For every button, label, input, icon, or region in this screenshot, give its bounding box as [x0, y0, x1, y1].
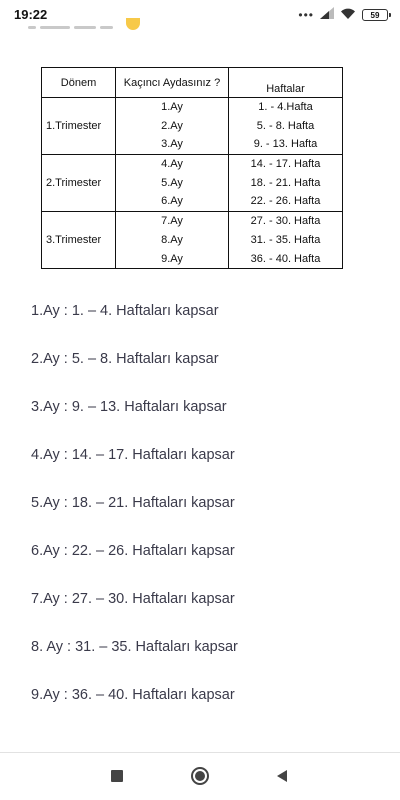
weeks-value: 18. - 21. Hafta: [250, 176, 321, 189]
home-icon: [190, 766, 210, 786]
month-value: 9.Ay: [161, 252, 183, 265]
navigation-bar: [0, 753, 400, 800]
table-row: [42, 155, 343, 212]
weeks-cell: [229, 98, 343, 155]
month-value: 4.Ay: [161, 158, 183, 171]
weeks-value: 14. - 17. Hafta: [250, 158, 321, 171]
wifi-icon: [340, 6, 356, 24]
list-item: 2.Ay : 5. – 8. Haftaları kapsar: [31, 351, 219, 367]
weeks-value: 1. - 4.Hafta: [258, 101, 313, 113]
status-icons: [298, 8, 388, 22]
weeks-value: 27. - 30. Hafta: [250, 215, 321, 228]
weeks-cell: [229, 212, 343, 269]
list-item: 9.Ay : 36. – 40. Haftaları kapsar: [31, 687, 235, 703]
months-cell: [116, 98, 229, 155]
header-month: Kaçıncı Aydasınız ?: [116, 68, 229, 98]
month-week-list: [31, 303, 238, 735]
month-value: 1.Ay: [161, 101, 183, 113]
month-value: 7.Ay: [161, 215, 183, 228]
term-cell: 3.Trimester: [42, 212, 116, 269]
month-value: 3.Ay: [161, 138, 183, 151]
back-icon: [275, 769, 289, 783]
months-cell: [116, 155, 229, 212]
month-value: 6.Ay: [161, 195, 183, 208]
list-item: 5.Ay : 18. – 21. Haftaları kapsar: [31, 495, 235, 511]
list-item: 7.Ay : 27. – 30. Haftaları kapsar: [31, 591, 235, 607]
emoji-icon: [126, 18, 140, 30]
weeks-value: 31. - 35. Hafta: [250, 233, 321, 246]
weeks-value: 5. - 8. Hafta: [256, 119, 315, 132]
table-header-row: [42, 68, 343, 98]
months-cell: [116, 212, 229, 269]
back-button[interactable]: [271, 765, 293, 787]
pregnancy-month-table: [41, 67, 343, 269]
term-cell: 2.Trimester: [42, 155, 116, 212]
clock: 19:22: [14, 7, 48, 22]
list-item: 8. Ay : 31. – 35. Haftaları kapsar: [31, 639, 238, 655]
weeks-cell: [229, 155, 343, 212]
signal-dots-icon: •••: [298, 8, 314, 22]
list-item: 1.Ay : 1. – 4. Haftaları kapsar: [31, 303, 219, 319]
battery-icon: 59: [362, 9, 388, 21]
table-row: [42, 212, 343, 269]
header-term: Dönem: [42, 68, 116, 98]
cell-signal-icon: [320, 6, 334, 24]
clipped-previous-line: [28, 16, 148, 32]
list-item: 3.Ay : 9. – 13. Haftaları kapsar: [31, 399, 227, 415]
weeks-value: 9. - 13. Hafta: [253, 138, 318, 151]
month-value: 8.Ay: [161, 233, 183, 246]
weeks-value: 36. - 40. Hafta: [250, 252, 321, 265]
month-value: 2.Ay: [161, 119, 183, 132]
list-item: 4.Ay : 14. – 17. Haftaları kapsar: [31, 447, 235, 463]
recent-apps-icon: [110, 769, 124, 783]
header-weeks: Haftalar: [229, 68, 343, 98]
home-button[interactable]: [189, 765, 211, 787]
recent-apps-button[interactable]: [106, 765, 128, 787]
list-item: 6.Ay : 22. – 26. Haftaları kapsar: [31, 543, 235, 559]
table-row: [42, 98, 343, 155]
term-cell: 1.Trimester: [42, 98, 116, 155]
month-value: 5.Ay: [161, 176, 183, 189]
weeks-value: 22. - 26. Hafta: [250, 195, 321, 208]
clipped-text-fragment: [28, 20, 113, 30]
